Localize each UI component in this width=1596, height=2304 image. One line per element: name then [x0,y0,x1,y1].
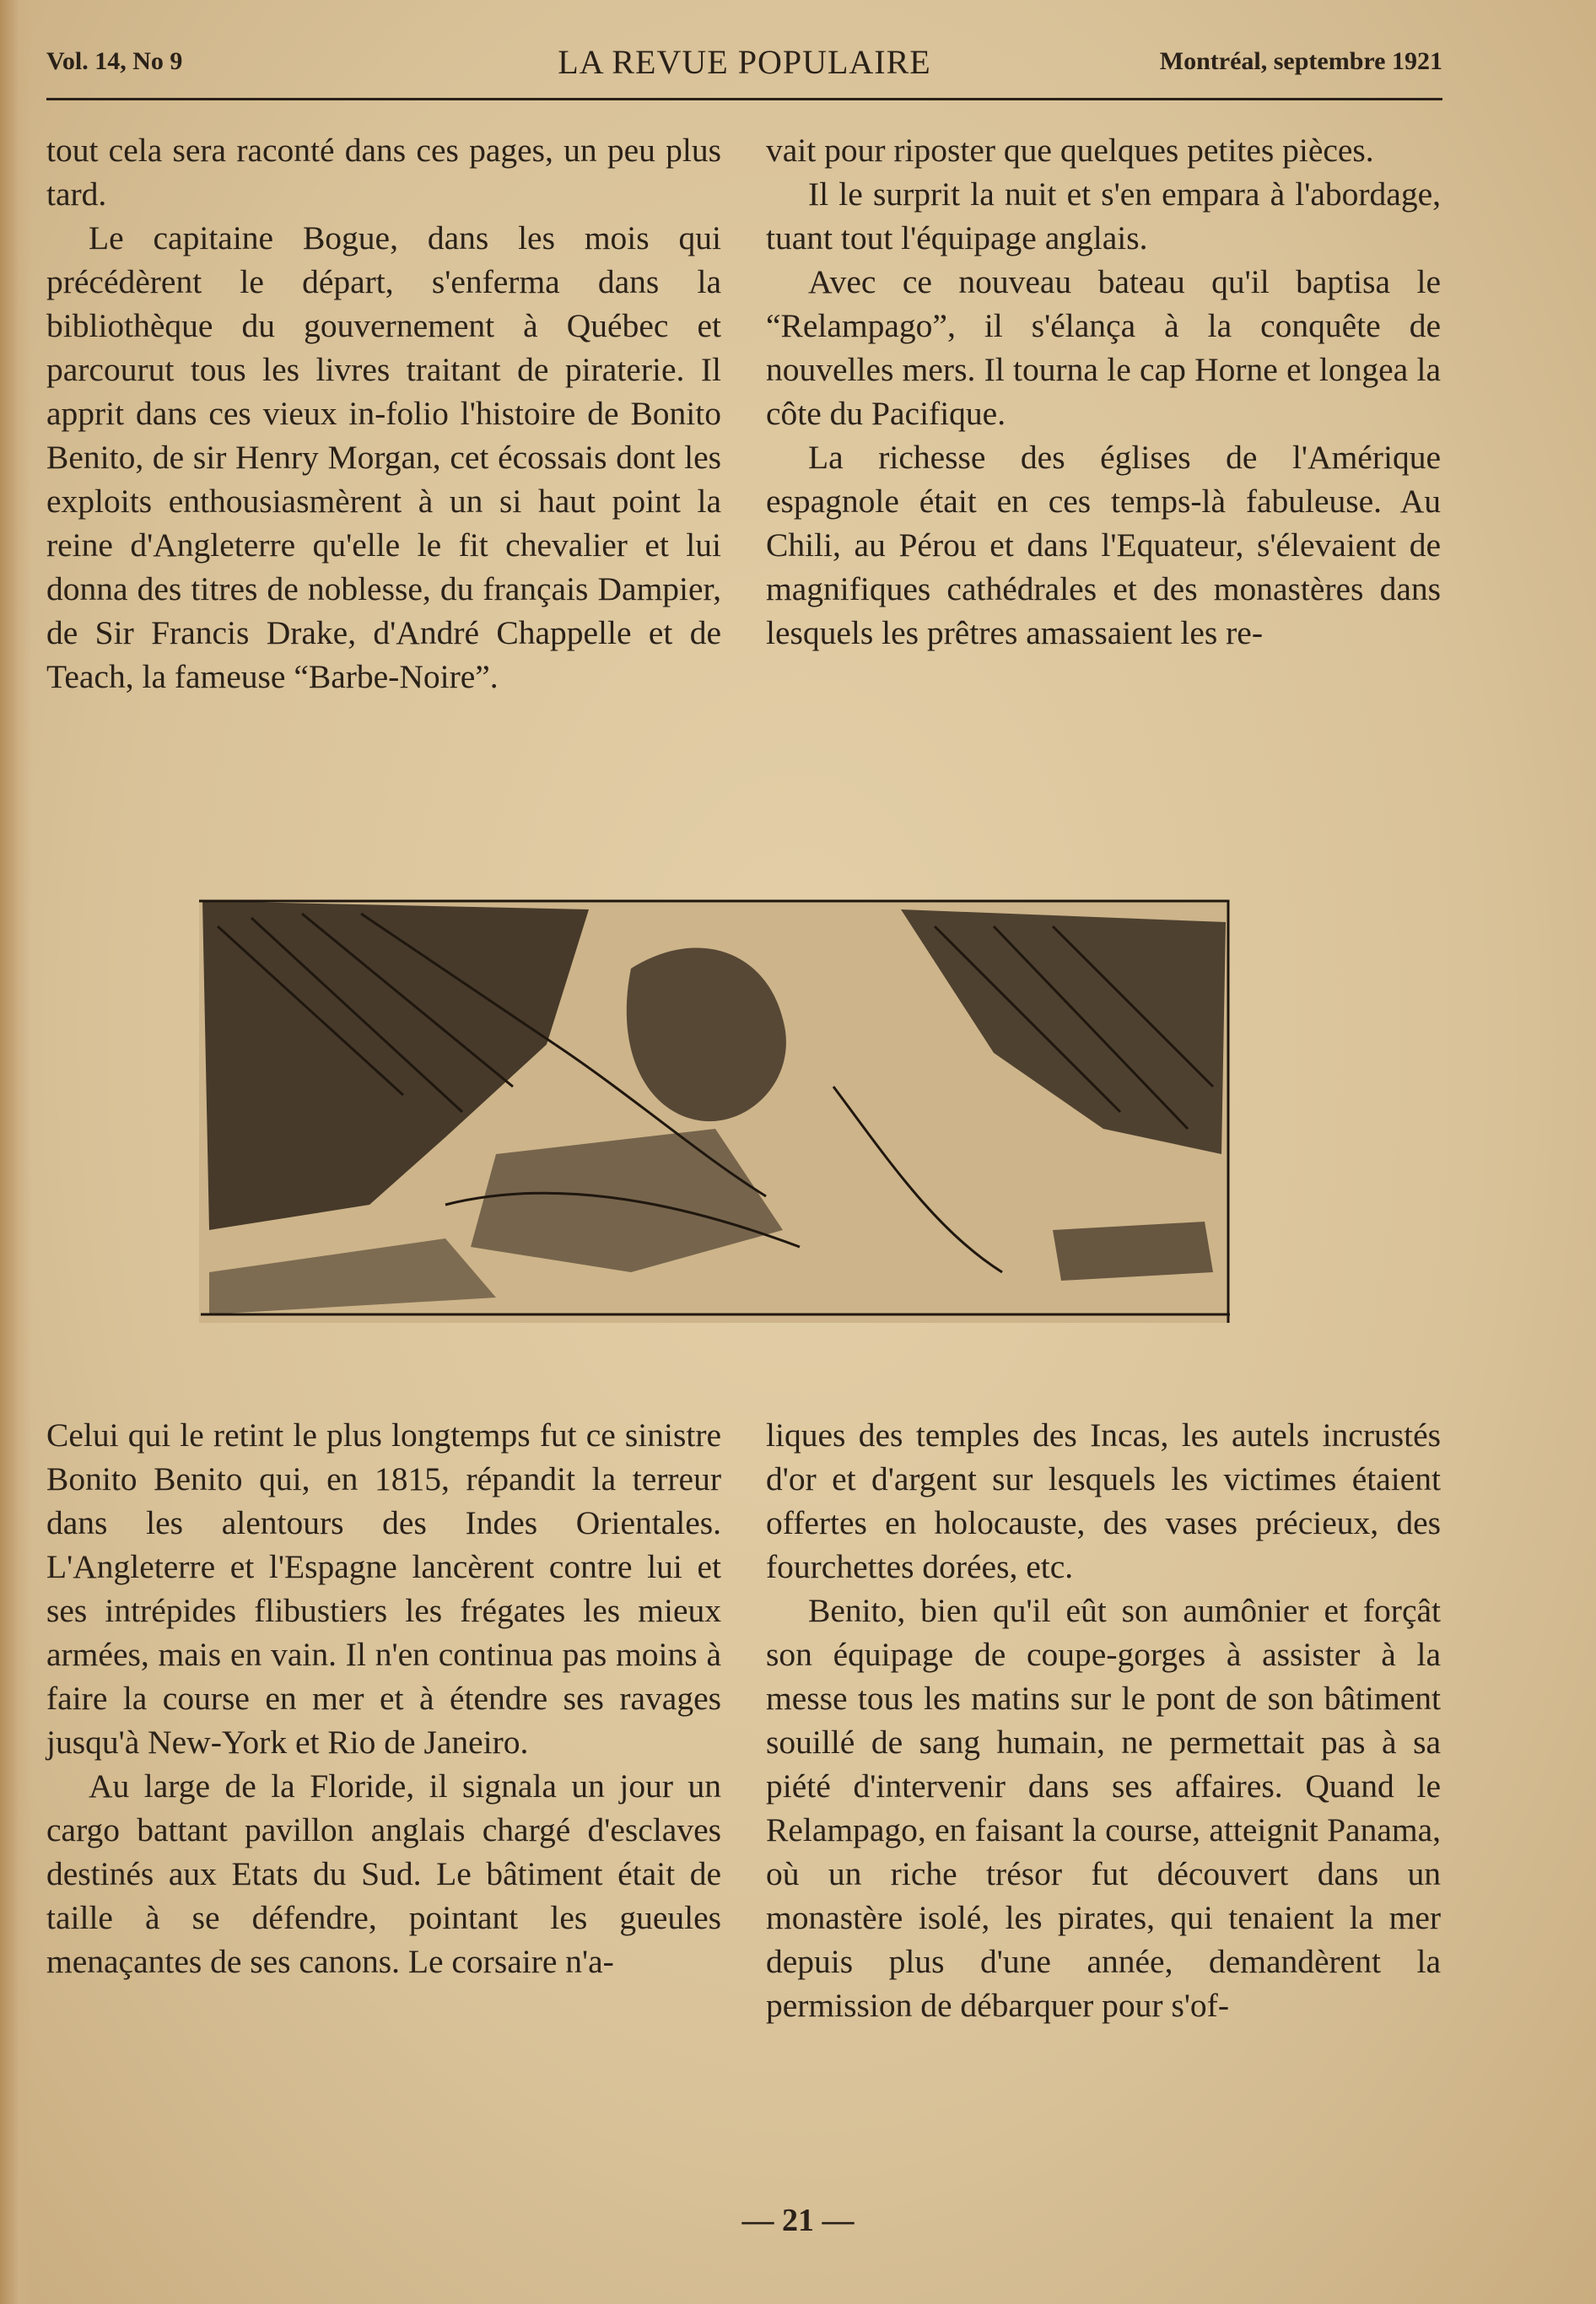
volume-number: Vol. 14, No 9 [46,47,183,75]
paragraph: Celui qui le retint le plus longtemps fut ce sinistre Bonito Benito qui, en 1815, répandit la terreur dans les alentours des Indes Orientales. L'Angleterre et l'Espagne lancèrent contre lui et ses intrépides flibustiers les frégates les mieux armées, mais en vain. Il n'en continua pas moins à faire la course en mer et à étendre ses ravages jusqu'à New-York et Rio de Janeiro. [46,1416,721,1761]
paragraph: tout cela sera raconté dans ces pages, un peu plus tard. [46,132,721,213]
column-top-left [46,128,721,699]
pirate-woodcut-illustration [192,876,1238,1344]
page-number: — 21 — [741,2203,855,2238]
paragraph: La richesse des églises de l'Amérique espagnole était en ces temps-là fabuleuse. Au Chili, au Pérou et dans l'Equateur, s'élevaient de magnifiques cathédrales et des monastères dans lesquels les prêtres amassaient les re- [766,439,1441,651]
paragraph: Benito, bien qu'il eût son aumônier et forçât son équipage de coupe-gorges à assister à la messe tous les matins sur le pont de son bâtiment souillé de sang humain, ne permettait pas à sa piété d'intervenir dans ses affaires. Quand le Relampago, en faisant la course, atteignit Panama, où un riche trésor fut découvert dans un monastère isolé, les pirates, qui tenaient la mer depuis plus d'une année, demandèrent la permission de débarquer pour s'of- [766,1592,1441,2024]
page-spine-shadow [0,0,32,2304]
paragraph: vait pour riposter que quelques petites pièces. [766,132,1374,169]
paragraph: Avec ce nouveau bateau qu'il baptisa le “Relampago”, il s'élança à la conquête de nouvelles mers. Il tourna le cap Horne et longea la côte du Pacifique. [766,263,1441,432]
header-rule [46,98,1442,100]
column-top-right [766,128,1441,655]
magazine-title: LA REVUE POPULAIRE [558,43,931,81]
column-bottom-left [46,1413,721,1983]
paragraph: Il le surprit la nuit et s'en empara à l'abordage, tuant tout l'équipage anglais. [766,175,1441,256]
column-bottom-right [766,1413,1441,2027]
running-header [46,42,1442,84]
paragraph: Le capitaine Bogue, dans les mois qui précédèrent le départ, s'enferma dans la bibliothèque du gouvernement à Québec et parcourut tous les livres traitant de piraterie. Il apprit dans ces vieux in-folio l'histoire de Bonito Benito, de sir Henry Morgan, cet écossais dont les exploits enthousiasmèrent à un si haut point la reine d'Angleterre qu'elle le fit chevalier et lui donna des titres de noblesse, du français Dampier, de Sir Francis Drake, d'André Chappelle et de Teach, la fameuse “Barbe-Noire”. [46,219,721,695]
paragraph: Au large de la Floride, il signala un jour un cargo battant pavillon anglais chargé d'esclaves destinés aux Etats du Sud. Le bâtiment était de taille à se défendre, pointant les gueules menaçantes de ses canons. Le corsaire n'a- [46,1767,721,1980]
paragraph: liques des temples des Incas, les autels incrustés d'or et d'argent sur lesquels les victimes étaient offertes en holocauste, des vases précieux, des fourchettes dorées, etc. [766,1416,1441,1585]
dateline: Montréal, septembre 1921 [1159,47,1442,75]
